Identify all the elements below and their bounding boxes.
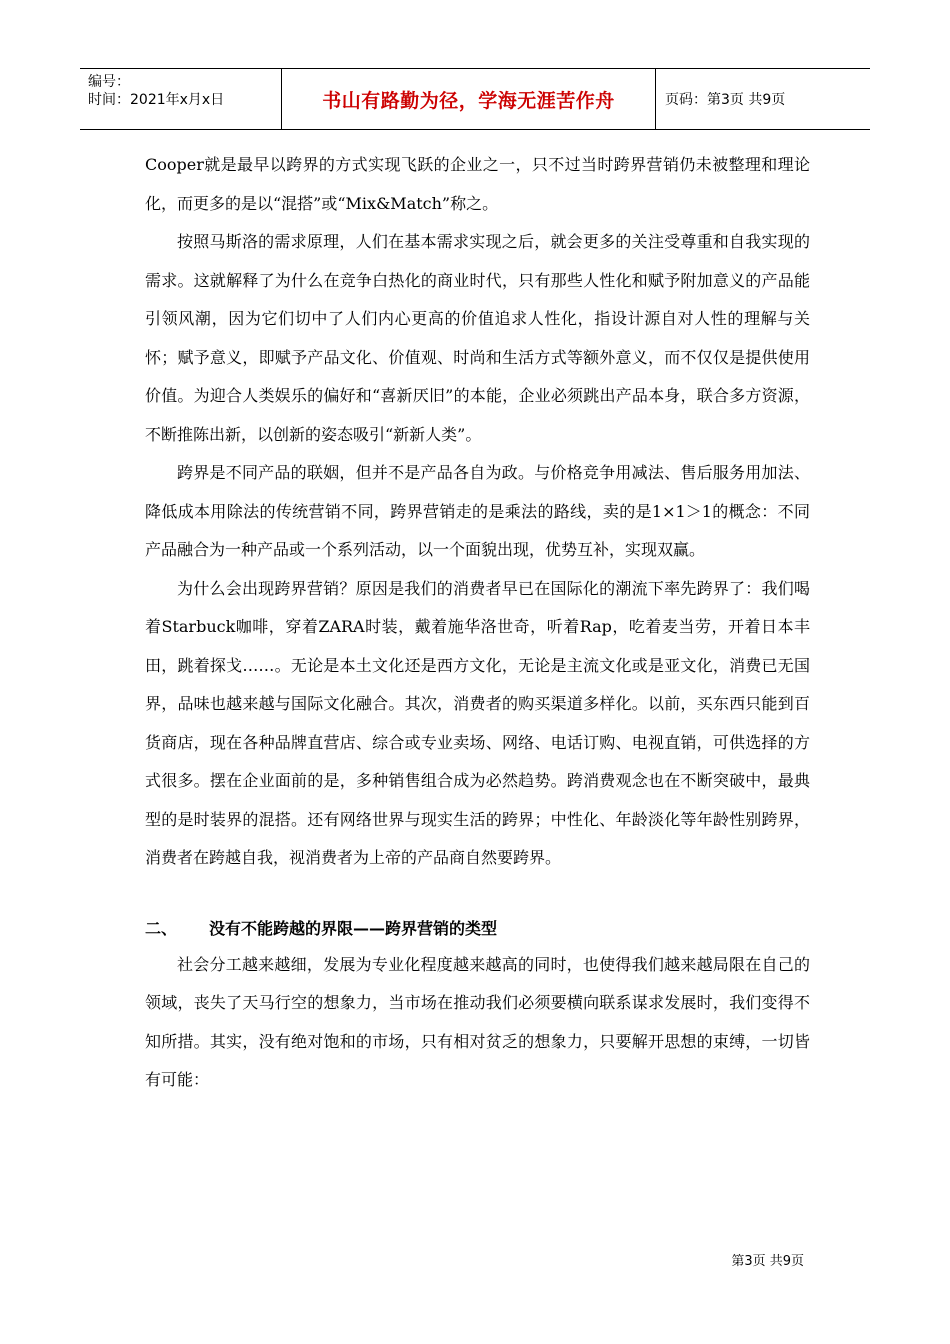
header-motto: 书山有路勤为径，学海无涯苦作舟 — [322, 89, 615, 112]
body-paragraph: 按照马斯洛的需求原理，人们在基本需求实现之后，就会更多的关注受尊重和自我实现的需求。这就解释了为什么在竞争白热化的商业时代，只有那些人性化和赋予附加意义的产品能引领风潮，因为它们切中了人们内心更高的价值追求人性化，指设计源自对人性的理解与关怀；赋予意义，即赋予产品文化、价值观、时尚和生活方式等额外意义，而不仅仅是提供使用价值。为迎合人类娱乐的偏好和“喜新厌旧”的本能，企业必须跳出产品本身，联合多方资源，不断推陈出新，以创新的姿态吸引“新新人类”。 — [145, 232, 810, 444]
document-body — [145, 146, 810, 1100]
document-number-label: 编号： — [88, 74, 130, 90]
page-header — [80, 68, 870, 130]
document-date-label: 时间：2021年x月x日 — [88, 92, 225, 108]
header-page-cell — [656, 69, 870, 129]
header-page-number: 页码：第3页 共9页 — [665, 92, 786, 108]
section-heading — [145, 912, 810, 946]
section-number: 二、 — [145, 918, 178, 938]
body-paragraph: Cooper就是最早以跨界的方式实现飞跃的企业之一，只不过当时跨界营销仍未被整理和理论化，而更多的是以“混搭”或“Mix&Match”称之。 — [145, 155, 810, 213]
footer-page-number: 第3页 共9页 — [731, 1254, 804, 1269]
section-title: 没有不能跨越的界限——跨界营销的类型 — [209, 918, 498, 938]
body-paragraph: 为什么会出现跨界营销？原因是我们的消费者早已在国际化的潮流下率先跨界了：我们喝着Starbuck咖啡，穿着ZARA时装，戴着施华洛世奇，听着Rap，吃着麦当劳，开着日本丰田，跳着探戈……。无论是本土文化还是西方文化，无论是主流文化或是亚文化，消费已无国界，品味也越来越与国际文化融合。其次，消费者的购买渠道多样化。以前，买东西只能到百货商店，现在各种品牌直营店、综合或专业卖场、网络、电话订购、电视直销，可供选择的方式很多。摆在企业面前的是，多种销售组合成为必然趋势。跨消费观念也在不断突破中，最典型的是时装界的混搭。还有网络世界与现实生活的跨界；中性化、年龄淡化等年龄性别跨界，消费者在跨越自我，视消费者为上帝的产品商自然要跨界。 — [145, 578, 810, 867]
body-paragraph: 跨界是不同产品的联姻，但并不是产品各自为政。与价格竞争用减法、售后服务用加法、降低成本用除法的传统营销不同，跨界营销走的是乘法的路线，卖的是1×1＞1的概念：不同产品融合为一种产品或一个系列活动，以一个面貌出现，优势互补，实现双赢。 — [145, 463, 810, 559]
header-meta-cell — [80, 69, 282, 129]
body-paragraph: 社会分工越来越细，发展为专业化程度越来越高的同时，也使得我们越来越局限在自己的领域，丧失了天马行空的想象力，当市场在推动我们必须要横向联系谋求发展时，我们变得不知所措。其实，没有绝对饱和的市场，只有相对贫乏的想象力，只要解开思想的束缚，一切皆有可能： — [145, 954, 810, 1089]
page-footer — [731, 1250, 804, 1269]
header-motto-cell — [282, 69, 656, 129]
